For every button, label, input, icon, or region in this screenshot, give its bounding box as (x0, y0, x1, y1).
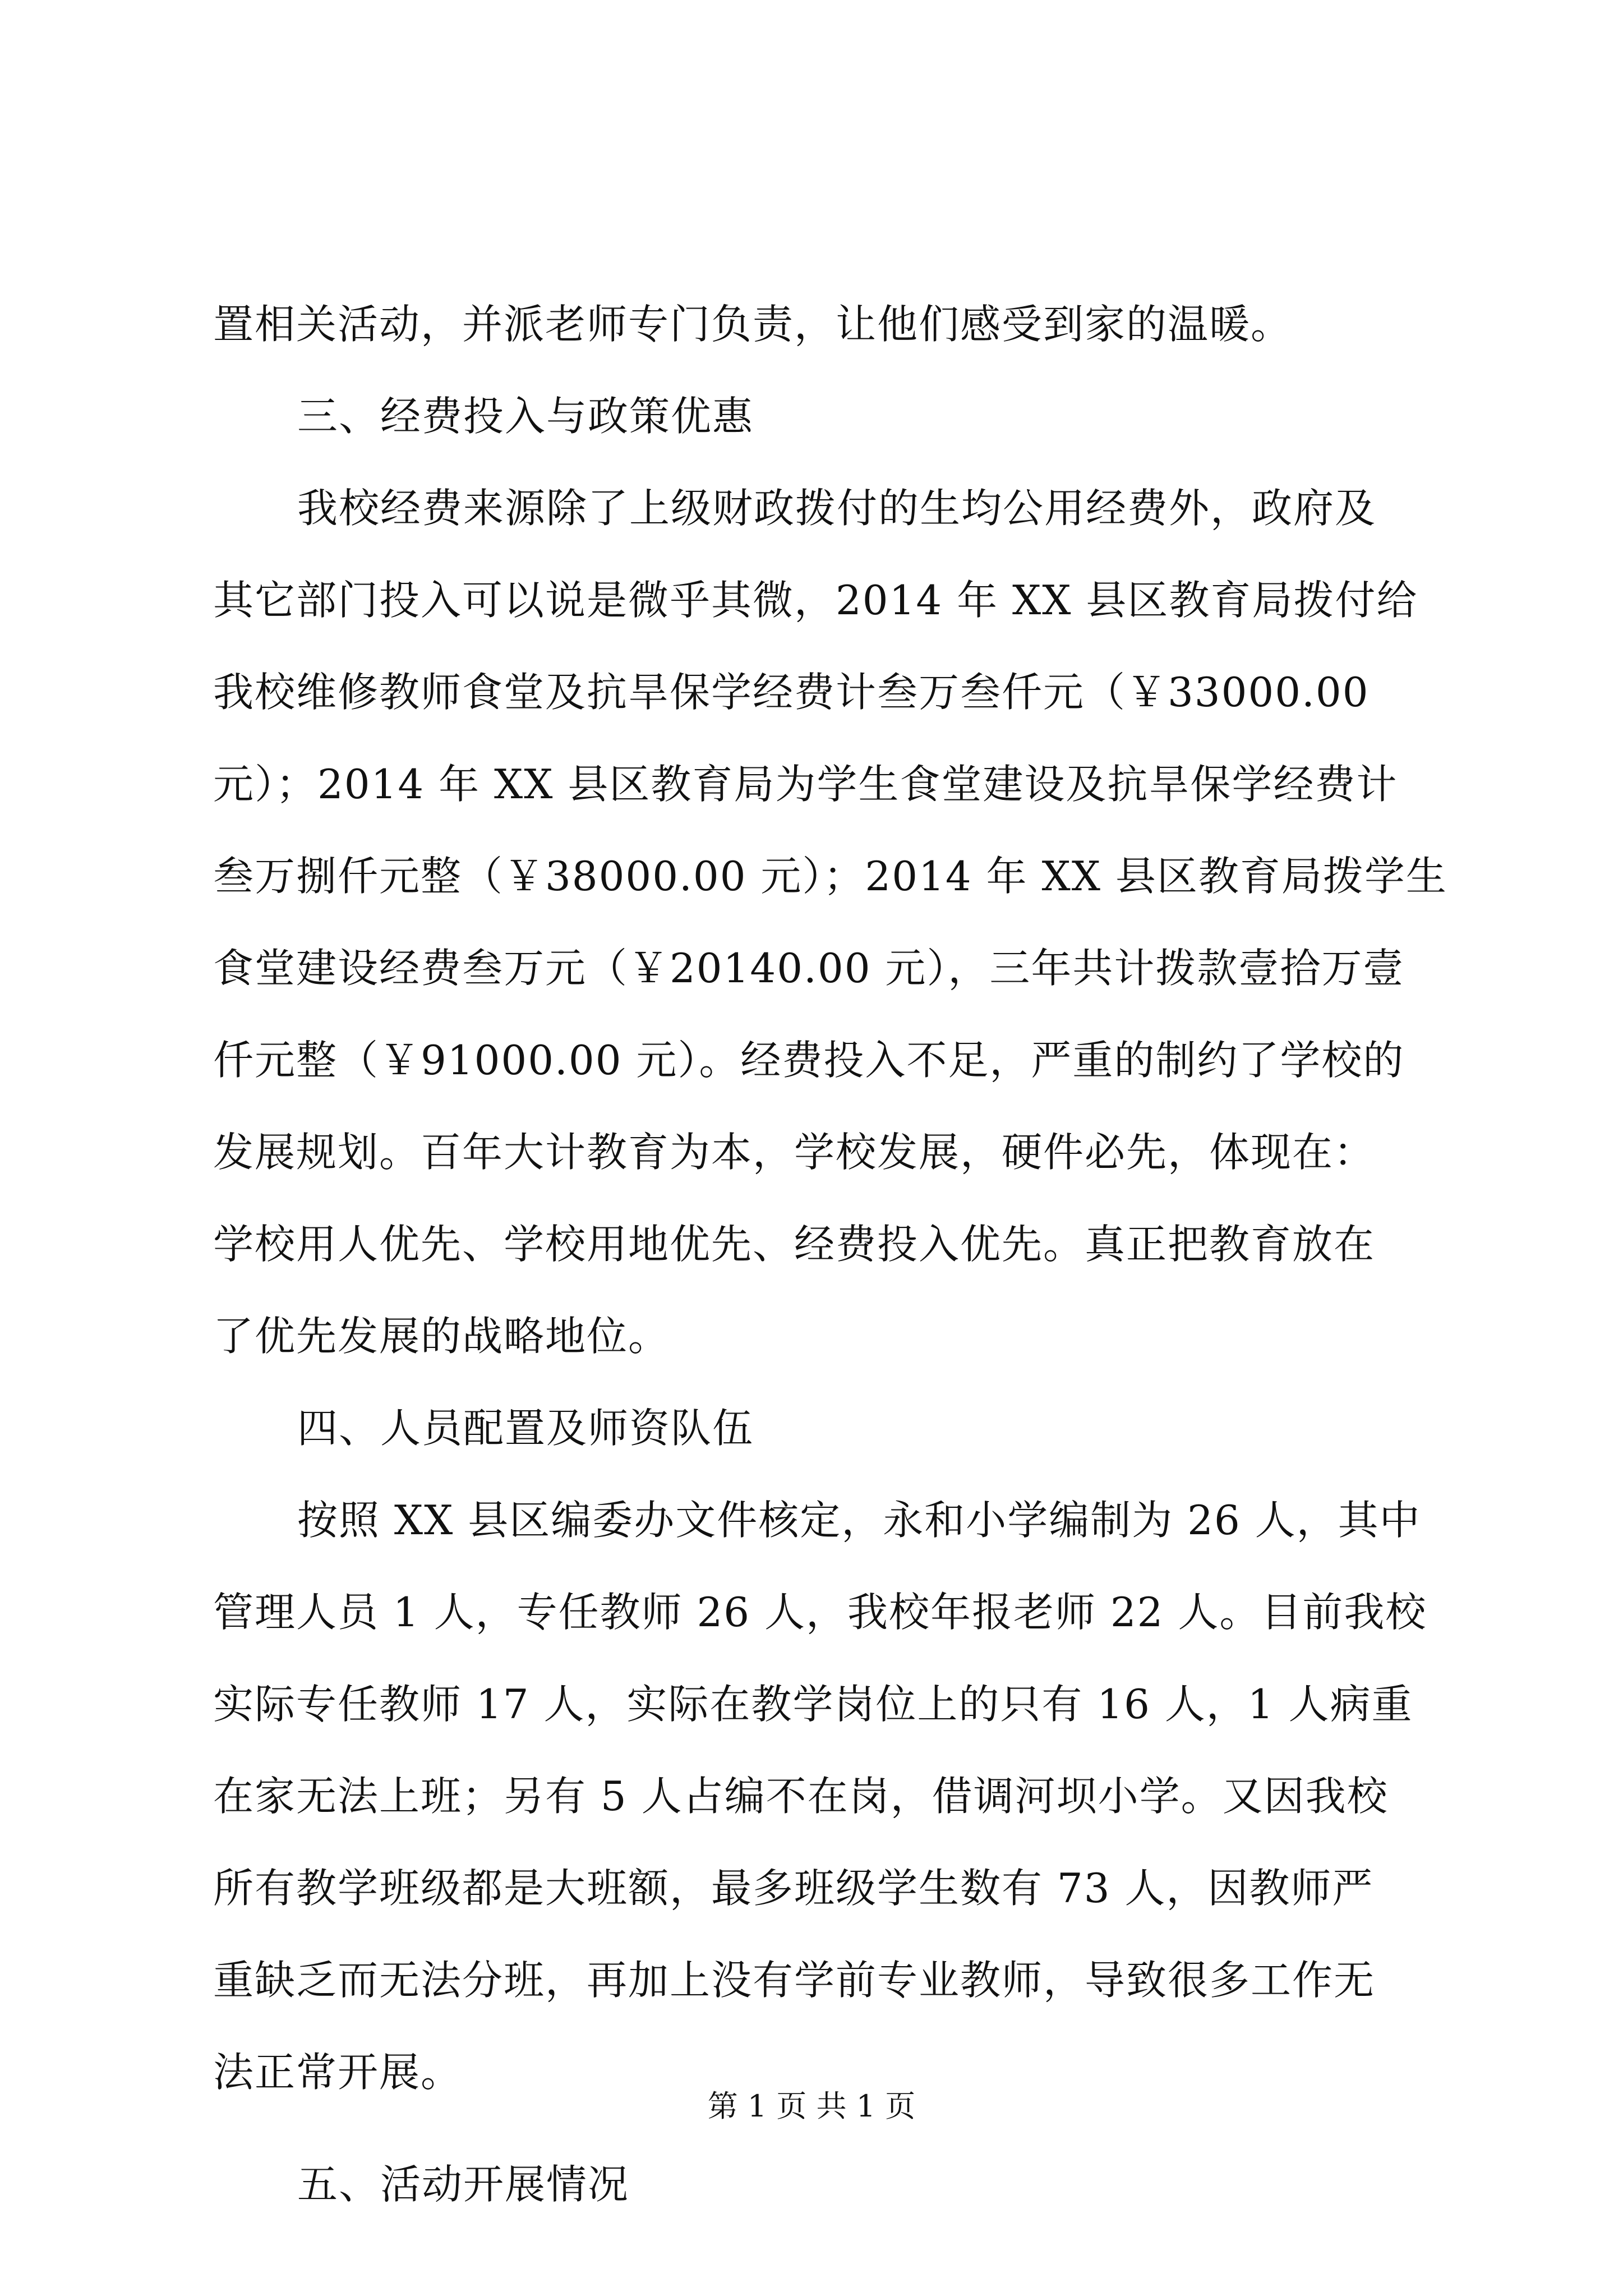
paragraph-line: 了优先发展的战略地位。 (213, 1313, 670, 1360)
paragraph-line: 其它部门投入可以说是微乎其微，2014 年 XX 县区教育局拨付给 (213, 577, 1418, 624)
paragraph-line: 叁万捌仟元整（￥38000.00 元）；2014 年 XX 县区教育局拨学生 (213, 853, 1447, 900)
paragraph-line: 我校维修教师食堂及抗旱保学经费计叁万叁仟元（￥33000.00 (213, 669, 1370, 716)
paragraph-line: 仟元整（￥91000.00 元）。经费投入不足，严重的制约了学校的 (213, 1037, 1405, 1084)
paragraph-line: 实际专任教师 17 人，实际在教学岗位上的只有 16 人，1 人病重 (213, 1681, 1413, 1728)
paragraph-line: 法正常开展。 (213, 2049, 463, 2096)
paragraph-line: 发展规划。百年大计教育为本，学校发展，硬件必先，体现在： (213, 1129, 1376, 1176)
section-heading-3: 三、经费投入与政策优惠 (297, 393, 754, 440)
paragraph-line: 我校经费来源除了上级财政拨付的生均公用经费外，政府及 (297, 485, 1377, 532)
paragraph-line: 按照 XX 县区编委办文件核定，永和小学编制为 26 人，其中 (297, 1497, 1421, 1544)
paragraph-line: 在家无法上班；另有 5 人占编不在岗，借调河坝小学。又因我校 (213, 1773, 1389, 1820)
paragraph-line: 管理人员 1 人，专任教师 26 人，我校年报老师 22 人。目前我校 (213, 1589, 1427, 1636)
paragraph-line: 所有教学班级都是大班额，最多班级学生数有 73 人，因教师严 (213, 1865, 1374, 1912)
page-footer: 第 1 页 共 1 页 (707, 2088, 916, 2124)
section-heading-4: 四、人员配置及师资队伍 (297, 1405, 754, 1452)
paragraph-line: 食堂建设经费叁万元（￥20140.00 元），三年共计拨款壹拾万壹 (213, 945, 1405, 992)
paragraph-line: 重缺乏而无法分班，再加上没有学前专业教师，导致很多工作无 (213, 1957, 1376, 2004)
paragraph-line: 置相关活动，并派老师专门负责，让他们感受到家的温暖。 (213, 301, 1293, 348)
paragraph-line: 学校用人优先、学校用地优先、经费投入优先。真正把教育放在 (213, 1221, 1376, 1268)
body-text (213, 278, 1447, 2230)
paragraph-line: 元）；2014 年 XX 县区教育局为学生食堂建设及抗旱保学经费计 (213, 761, 1398, 808)
section-heading-5: 五、活动开展情况 (297, 2161, 630, 2208)
